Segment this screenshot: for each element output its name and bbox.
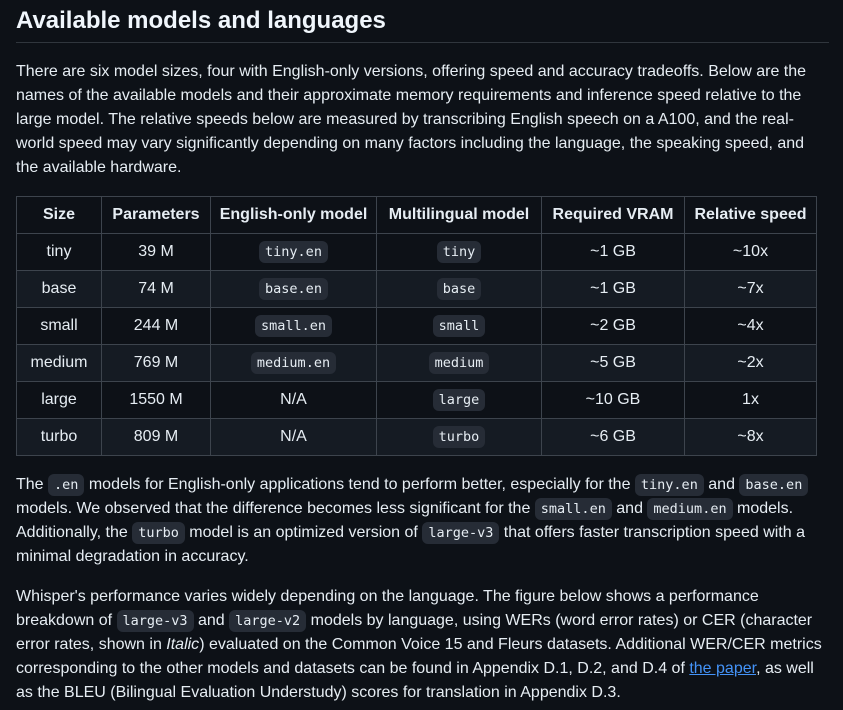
inline-code: tiny.en [635,474,704,496]
header-parameters: Parameters [102,197,211,234]
table-row [17,345,817,382]
cell-speed: ~10x [685,234,817,271]
model-code: medium.en [251,352,336,374]
inline-code: small.en [535,498,612,520]
model-code: medium [429,352,490,374]
cell-vram: ~6 GB [542,419,685,456]
cell-size: medium [17,345,102,382]
inline-code: large-v3 [422,522,499,544]
cell-parameters: 244 M [102,308,211,345]
paper-link[interactable]: the paper [689,660,757,677]
cell-english-only [211,308,377,345]
cell-speed: 1x [685,382,817,419]
text-run: , as well as the BLEU (Bilingual Evaluation Understudy) scores for translation in Appendix D.3. [16,660,814,701]
cell-vram: ~10 GB [542,382,685,419]
cell-size: turbo [17,419,102,456]
cell-speed: ~8x [685,419,817,456]
text-run: models by language, using WERs (word error rates) or CER (character error rates, shown in [16,612,813,653]
table-row [17,234,817,271]
header-required-vram: Required VRAM [542,197,685,234]
cell-parameters: 39 M [102,234,211,271]
text-run: models. Additionally, the [16,500,794,541]
table-row [17,382,817,419]
model-code: tiny.en [259,241,328,263]
text-run: and [611,500,648,517]
text-run: that offers faster transcription speed with a minimal degradation in accuracy. [16,524,805,565]
cell-size: small [17,308,102,345]
inline-code: base.en [739,474,808,496]
table-header-row [17,197,817,234]
model-code: small [433,315,486,337]
text-run: and [193,612,230,629]
cell-english-only [211,345,377,382]
text-run: model is an optimized version of [184,524,423,541]
table-row [17,271,817,308]
inline-code: turbo [132,522,185,544]
inline-code: .en [48,474,84,496]
cell-speed: ~4x [685,308,817,345]
cell-english-only: N/A [211,382,377,419]
cell-vram: ~2 GB [542,308,685,345]
cell-size: tiny [17,234,102,271]
english-only-paragraph [16,473,829,569]
inline-code: large-v3 [117,610,194,632]
cell-english-only [211,234,377,271]
header-size: Size [17,197,102,234]
cell-size: large [17,382,102,419]
cell-multilingual [377,234,542,271]
inline-code: large-v2 [229,610,306,632]
cell-vram: ~1 GB [542,234,685,271]
readme-section [16,0,829,705]
cell-multilingual [377,345,542,382]
model-code: turbo [433,426,486,448]
cell-vram: ~5 GB [542,345,685,382]
header-multilingual-model: Multilingual model [377,197,542,234]
inline-code: medium.en [647,498,732,520]
intro-paragraph: There are six model sizes, four with English-only versions, offering speed and accuracy tradeoffs. Below are the names of the available models and their approximate memory requirements and inference speed relative to the large model. The relative speeds below are measured by transcribing English speech on a A100, and the real-world speed may vary significantly depending on many factors including the language, the speaking speed, and the available hardware. [16,63,807,176]
cell-speed: ~7x [685,271,817,308]
cell-parameters: 1550 M [102,382,211,419]
cell-parameters: 74 M [102,271,211,308]
cell-parameters: 769 M [102,345,211,382]
table-row [17,308,817,345]
model-code: tiny [437,241,482,263]
text-run: Whisper's performance varies widely depending on the language. The figure below shows a performance breakdown of [16,588,759,629]
table-row [17,419,817,456]
cell-vram: ~1 GB [542,271,685,308]
models-table [16,196,817,456]
performance-paragraph [16,585,829,705]
text-run: models. We observed that the difference becomes less significant for the [16,500,535,517]
cell-parameters: 809 M [102,419,211,456]
text-run: models for English-only applications tend to perform better, especially for the [84,476,635,493]
cell-english-only: N/A [211,419,377,456]
text-run: and [703,476,740,493]
header-english-only-model: English-only model [211,197,377,234]
cell-speed: ~2x [685,345,817,382]
text-run: ) evaluated on the Common Voice 15 and Fleurs datasets. Additional WER/CER metrics corresponding to the other models and datasets can be found in Appendix D.1, D.2, and D.4 of [16,636,822,677]
model-code: base.en [259,278,328,300]
cell-multilingual [377,382,542,419]
text-run: The [16,476,49,493]
model-code: small.en [255,315,332,337]
cell-multilingual [377,419,542,456]
model-code: large [433,389,486,411]
section-heading: Available models and languages [16,0,829,43]
model-code: base [437,278,482,300]
italic-text: Italic [166,636,200,653]
cell-size: base [17,271,102,308]
cell-multilingual [377,271,542,308]
cell-english-only [211,271,377,308]
header-relative-speed: Relative speed [685,197,817,234]
cell-multilingual [377,308,542,345]
